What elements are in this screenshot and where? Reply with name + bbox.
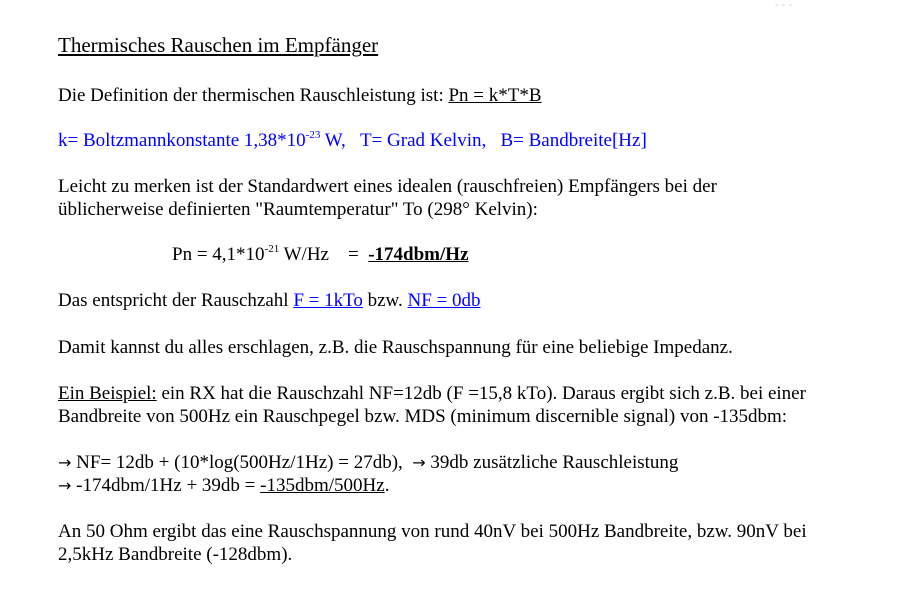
noise-figure-mid: bzw.: [362, 290, 408, 311]
noise-factor-value: F = 1kTo: [293, 290, 363, 311]
ohm-line-2: 2,5kHz Bandbreite (-128dbm).: [58, 544, 293, 565]
pn-formula-line: [172, 244, 469, 266]
noise-figure-prefix: Das entspricht der Rauschzahl: [58, 290, 294, 311]
calc-line-2-a: -174dbm/1Hz + 39db =: [71, 475, 261, 496]
noise-figure-value: NF = 0db: [407, 290, 481, 311]
example-line-2: Bandbreite von 500Hz ein Rauschpegel bzw. MDS (minimum discernible signal) von -135dbm:: [58, 406, 788, 427]
bandwidth-text: B= Bandbreite[Hz]: [500, 130, 647, 151]
standard-line-2: üblicherweise definierten "Raumtemperatur" To (298° Kelvin):: [58, 199, 538, 220]
definition-formula: Pn = k*T*B: [448, 85, 542, 106]
example-text-1: ein RX hat die Rauschzahl NF=12db (F =15,8 kTo). Daraus ergibt sich z.B. bei einer: [156, 383, 806, 404]
calc-line-2-end: .: [384, 475, 390, 496]
boltzmann-exponent: -23: [305, 129, 321, 141]
arrow-right-icon: →: [58, 453, 72, 472]
arrow-right-icon: →: [58, 476, 72, 495]
pn-formula-prefix: Pn = 4,1*10: [172, 244, 265, 265]
boltzmann-text: k= Boltzmannkonstante 1,38*10: [58, 130, 306, 151]
calc-line-2: [58, 475, 389, 497]
calc-line-1-b: 39db zusätzliche Rauschleistung: [425, 452, 679, 473]
pn-formula-unit: W/Hz: [279, 244, 329, 265]
arrow-right-icon: →: [412, 453, 426, 472]
calc-line-1-a: NF= 12db + (10*log(500Hz/1Hz) = 27db),: [71, 452, 403, 473]
example-line-1: [58, 383, 806, 405]
noise-figure-line: [58, 290, 481, 312]
ohm-line-1: An 50 Ohm ergibt das eine Rauschspannung von rund 40nV bei 500Hz Bandbreite, bzw. 90nV bei: [58, 521, 807, 542]
page-title: Thermisches Rauschen im Empfänger: [58, 33, 379, 57]
boltzmann-unit: W,: [320, 130, 346, 151]
calc-line-1: [58, 452, 678, 474]
calc-line-2-result: -135dbm/500Hz: [260, 475, 385, 496]
kelvin-text: T= Grad Kelvin,: [359, 130, 487, 151]
pn-formula-equals: =: [348, 244, 359, 265]
standard-line-1: Leicht zu merken ist der Standardwert eines idealen (rauschfreien) Empfängers bei der: [58, 176, 717, 197]
pn-formula-exponent: -21: [264, 243, 280, 255]
impedance-line: Damit kannst du alles erschlagen, z.B. die Rauschspannung für eine beliebige Impedanz.: [58, 337, 733, 358]
corner-mark: - - -: [775, 0, 793, 11]
definition-text: Die Definition der thermischen Rauschleistung ist:: [58, 85, 449, 106]
constants-line: [58, 130, 647, 152]
definition-line: [58, 85, 542, 107]
pn-formula-result: -174dbm/Hz: [368, 244, 469, 265]
example-label: Ein Beispiel:: [58, 383, 157, 404]
